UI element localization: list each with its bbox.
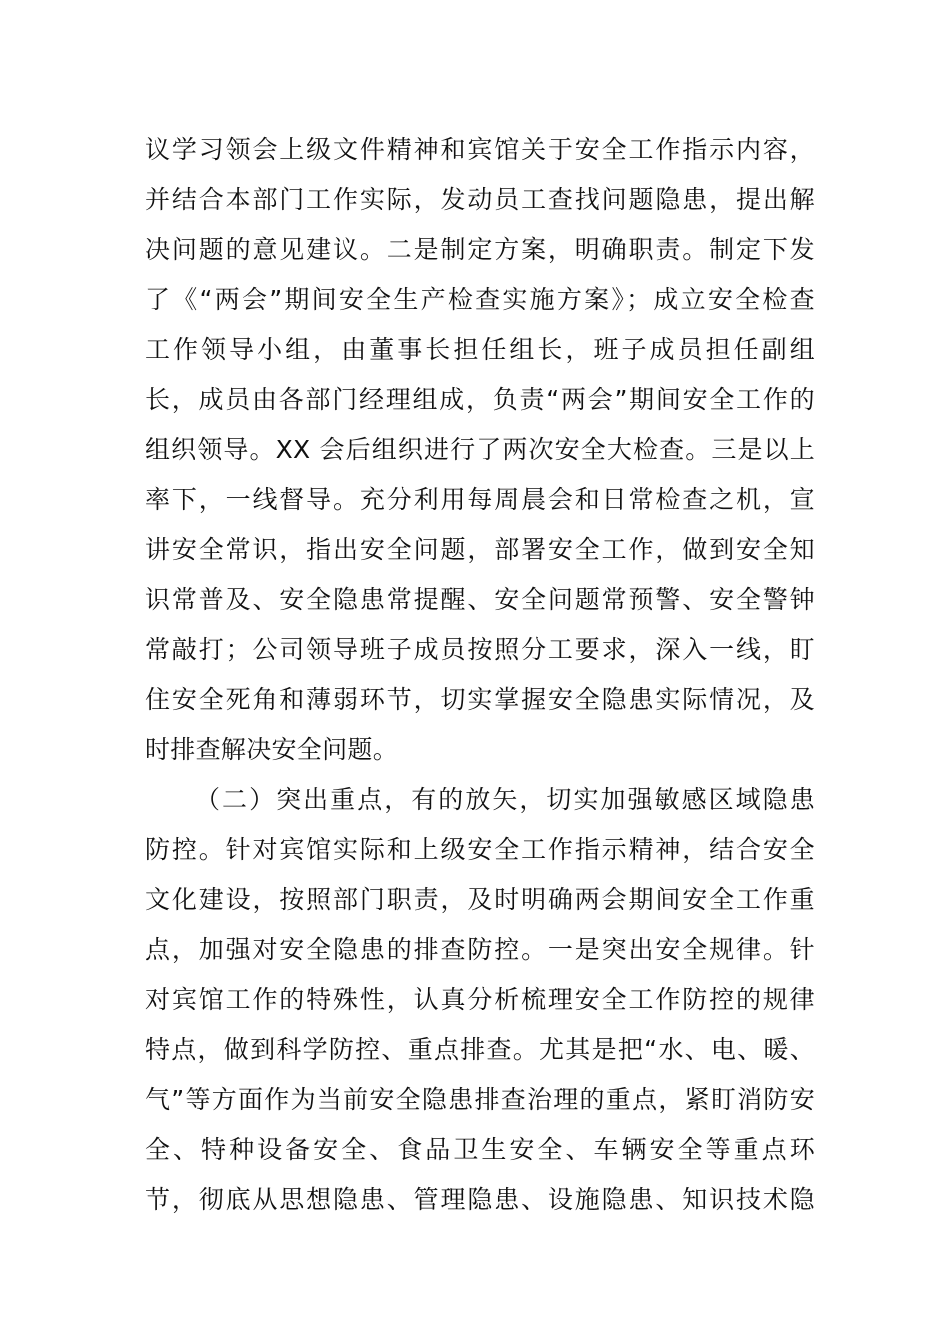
- text-line: 了《“两会”期间安全生产检查实施方案》；成立安全检查: [145, 285, 815, 314]
- text-line: 并结合本部门工作实际，发动员工查找问题隐患，提出解: [145, 185, 815, 214]
- text-line-paragraph-start: （二）突出重点，有的放矢，切实加强敏感区域隐患: [195, 785, 815, 814]
- body-text: [145, 125, 815, 1225]
- text-line: 决问题的意见建议。二是制定方案，明确职责。制定下发: [145, 235, 815, 264]
- text-line: 讲安全常识，指出安全问题，部署安全工作，做到安全知: [145, 535, 815, 564]
- text-line: 点，加强对安全隐患的排查防控。一是突出安全规律。针: [145, 935, 815, 964]
- text-line: 节，彻底从思想隐患、管理隐患、设施隐患、知识技术隐: [145, 1185, 815, 1214]
- text-line: 常敲打；公司领导班子成员按照分工要求，深入一线，盯: [145, 635, 815, 664]
- text-line-paragraph-end: 时排查解决安全问题。: [145, 735, 399, 764]
- text-line: 议学习领会上级文件精神和宾馆关于安全工作指示内容，: [145, 135, 815, 164]
- text-line: 防控。针对宾馆实际和上级安全工作指示精神，结合安全: [145, 835, 815, 864]
- text-line: 文化建设，按照部门职责，及时明确两会期间安全工作重: [145, 885, 815, 914]
- text-line: 长，成员由各部门经理组成，负责“两会”期间安全工作的: [145, 385, 815, 414]
- text-line: 识常普及、安全隐患常提醒、安全问题常预警、安全警钟: [145, 585, 815, 614]
- text-line: 对宾馆工作的特殊性，认真分析梳理安全工作防控的规律: [145, 985, 815, 1014]
- text-line: 组织领导。XX 会后组织进行了两次安全大检查。三是以上: [145, 435, 815, 464]
- text-line: 率下，一线督导。充分利用每周晨会和日常检查之机，宣: [145, 485, 815, 514]
- text-line: 特点，做到科学防控、重点排查。尤其是把“水、电、暖、: [145, 1035, 815, 1064]
- text-line: 住安全死角和薄弱环节，切实掌握安全隐患实际情况，及: [145, 685, 815, 714]
- text-line: 气”等方面作为当前安全隐患排查治理的重点，紧盯消防安: [145, 1085, 815, 1114]
- text-line: 工作领导小组，由董事长担任组长，班子成员担任副组: [145, 335, 815, 364]
- text-line: 全、特种设备安全、食品卫生安全、车辆安全等重点环: [145, 1135, 815, 1164]
